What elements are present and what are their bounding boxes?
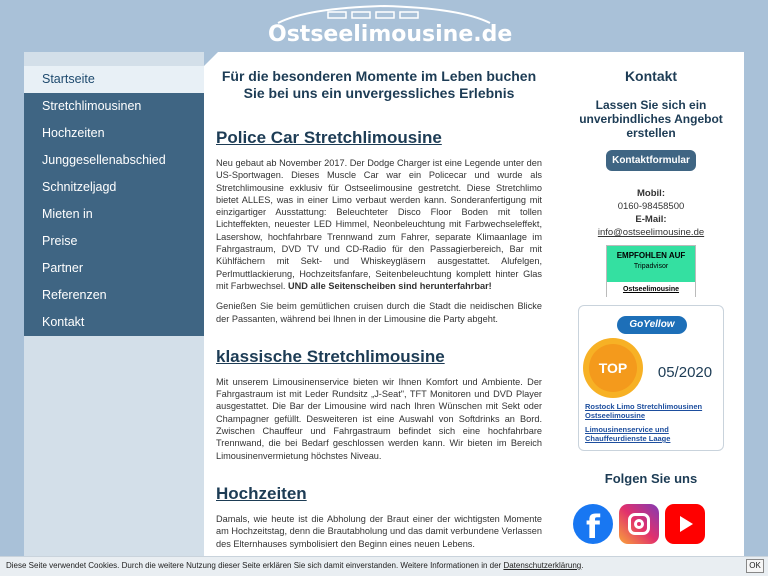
cookie-end: . (581, 561, 584, 570)
section-text-bold: UND alle Seitenscheiben sind herunterfahrbar! (288, 280, 492, 291)
nav-item-preise[interactable]: Preise (42, 234, 78, 248)
nav-item-mieten-in[interactable]: Mieten in (42, 207, 93, 221)
page-frame (24, 52, 744, 562)
limousine-logo-icon (268, 4, 500, 24)
mobile-label: Mobil: (637, 188, 665, 199)
nav-item-junggesellenabschied[interactable]: Junggesellenabschied (42, 153, 166, 167)
tripadvisor-logo: Tripadvisor (633, 263, 669, 270)
site-logo[interactable] (268, 4, 513, 50)
nav-item-partner[interactable]: Partner (42, 261, 83, 275)
social-icons (566, 504, 736, 544)
goyellow-widget (578, 305, 724, 451)
nav-corner (204, 52, 218, 66)
section-title-police-car: Police Car Stretchlimousine (216, 128, 442, 147)
nav-item-referenzen[interactable]: Referenzen (42, 288, 107, 302)
social-title: Folgen Sie uns (604, 471, 698, 486)
logo-text: Ostseelimousine.de (268, 22, 513, 47)
main-column (216, 68, 542, 558)
goyellow-link-rostock[interactable]: Rostock Limo Stretchlimousinen Ostseelimousine (585, 402, 703, 420)
page-headline: Für die besonderen Momente im Leben buchen Sie bei uns ein unvergessliches Erlebnis (221, 68, 537, 101)
section-text (216, 157, 542, 292)
section-text-body: Neu gebaut ab November 2017. Der Dodge Charger ist eine Legende unter den US-Sportwagen. Dieses Muscle Car war ein Policecar und wurde als Stretchlimousine exklusiv für Ostseelimousine gestretcht. Diese Stretchlimo bietet ALLES, was in einer Limo verbaut werden kann. Sonderanfertigung mit einzigartiger Ausstattung: Beleuchteter Disco Floor Boden mit tollen Lichteffekten, neuester LED Himmel, Neonbeleuchtung mit Farbwechseleffekt, Lasershow, hochfahrbare Trennwand zum Fahrer, separate Klimaanlage im Fahrgastraum, DVD TV und CD-Radio für den Passagierbereich, Bar mit Kühlfächern mit Sekt- und Whiskeygläsern ausgestattet. Alufelgen, Perlmuttlackierung, Hochzeitsfanfare, Seitenbeleuchtung komplett hinter Glas mit Farbwechsel. (216, 158, 542, 291)
section-text: Genießen Sie beim gemütlichen cruisen durch die Stadt die neidischen Blicke der Passanten, während bei Ihnen in der Limousine die Party abgeht. (216, 301, 542, 324)
email-label: E-Mail: (635, 214, 667, 225)
goyellow-logo[interactable]: GoYellow (617, 316, 687, 334)
cookie-banner (0, 556, 768, 576)
section-title-hochzeiten: Hochzeiten (216, 483, 307, 503)
cookie-ok-button[interactable]: OK (746, 559, 764, 573)
youtube-icon[interactable] (665, 504, 705, 544)
contact-column (566, 68, 736, 544)
email-link[interactable]: info@ostseelimousine.de (597, 227, 705, 238)
section-text: Mit unserem Limousinenservice bieten wir Ihnen Komfort und Ambiente. Der Fahrgastraum ist mit Leder Rundsitz „J-Seat", TFT Monitoren und DVD Player ausgestattet. Die Bar der Limousine wird nach Ihren Wünschen mit Sekt oder Champagner gefüllt. Desweiteren ist eine Auswahl von Softdrinks an Bord. Zwischen Chauffeur und Fahrgastraum befindet sich eine hochfahrbare Trennwand, die bei Bedarf geschlossen werden kann. Wir bieten im Bereich Limousinenvermietung höchstes Niveau. (216, 376, 542, 461)
nav-item-schnitzeljagd[interactable]: Schnitzeljagd (42, 180, 117, 194)
nav-item-stretchlimousinen[interactable]: Stretchlimousinen (42, 99, 142, 113)
section-title-klassische: klassische Stretchlimousine (216, 346, 445, 366)
contact-subtitle: Lassen Sie sich ein unverbindliches Angebot erstellen (579, 98, 723, 140)
sidebar-nav (24, 66, 204, 336)
contact-form-button[interactable]: Kontaktformular (606, 150, 696, 171)
main-content (204, 52, 744, 562)
goyellow-date: 05/2020 (657, 364, 713, 381)
goyellow-link-laage[interactable]: Limousinenservice und Chauffeurdienste Laage (585, 425, 671, 443)
privacy-link[interactable]: Datenschutzerklärung (503, 561, 582, 570)
instagram-icon[interactable] (619, 504, 659, 544)
goyellow-badge: TOP (589, 344, 637, 392)
facebook-icon[interactable]: f (573, 504, 613, 544)
goyellow-seal-icon (583, 338, 643, 398)
tripadvisor-badge[interactable] (606, 245, 696, 297)
contact-title: Kontakt (624, 68, 678, 84)
nav-item-hochzeiten[interactable]: Hochzeiten (42, 126, 105, 140)
tripadvisor-name[interactable]: Ostseelimousine (607, 282, 695, 297)
cookie-text: Diese Seite verwendet Cookies. Durch die weitere Nutzung dieser Seite erklären Sie sich damit einverstanden. Weitere Informationen in der (6, 561, 504, 570)
mobile-number: 0160-98458500 (617, 201, 685, 212)
nav-item-kontakt[interactable]: Kontakt (42, 315, 85, 329)
nav-item-startseite[interactable]: Startseite (24, 66, 204, 93)
tripadvisor-top: EMPFOHLEN AUF (616, 251, 686, 260)
section-text: Damals, wie heute ist die Abholung der Braut einer der wichtigsten Momente am Hochzeitstag, denn die Brautabholung und das damit verbundene Verlassen des Elternhauses symbolisiert den Beginn eines neuen Lebens. (216, 513, 542, 549)
